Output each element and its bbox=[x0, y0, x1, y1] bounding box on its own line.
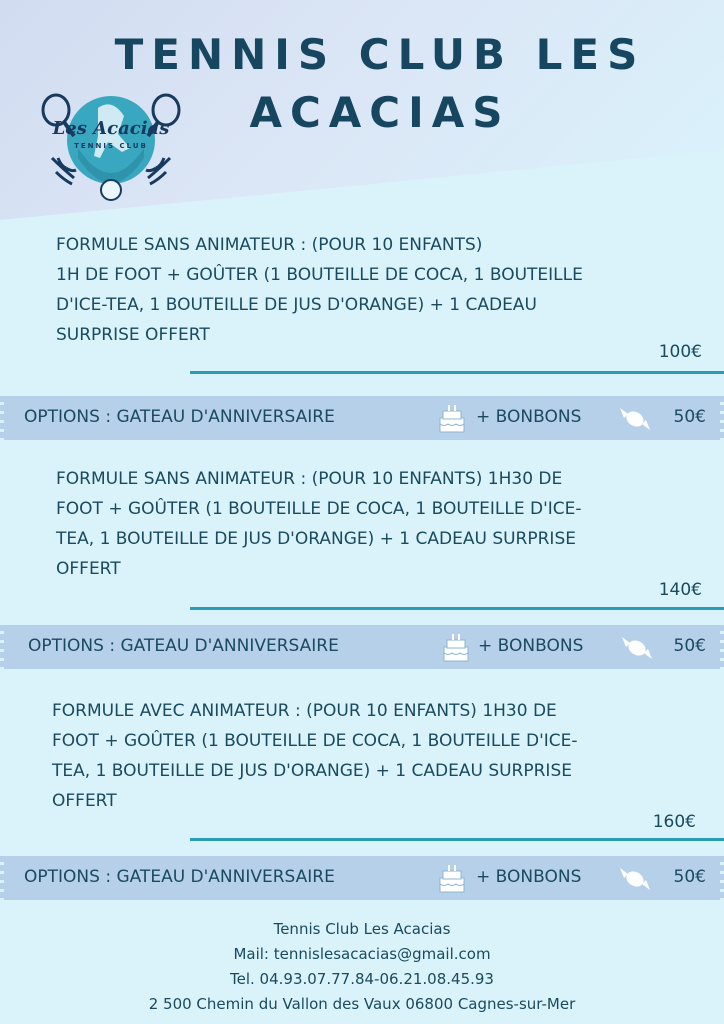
logo-text: Les Acacias bbox=[52, 118, 170, 139]
title-line-1: TENNIS CLUB LES bbox=[114, 30, 646, 79]
formula-line: FOOT + GOÛTER (1 BOUTEILLE DE COCA, 1 BOUTEILLE D'ICE- bbox=[52, 731, 578, 751]
divider-line bbox=[190, 607, 724, 610]
logo-subtext: TENNIS CLUB bbox=[74, 142, 148, 150]
formula-3-price: 160€ bbox=[652, 812, 696, 832]
formula-2-price: 140€ bbox=[658, 580, 702, 600]
formula-3-description bbox=[52, 696, 692, 816]
footer-mail[interactable]: Mail: tennislesacacias@gmail.com bbox=[233, 945, 491, 963]
cake-icon bbox=[434, 860, 470, 896]
options-band-3 bbox=[4, 856, 720, 900]
formula-line: TEA, 1 BOUTEILLE DE JUS D'ORANGE) + 1 CADEAU SURPRISE bbox=[52, 761, 572, 781]
footer-club-name: Tennis Club Les Acacias bbox=[273, 920, 451, 938]
formula-line: FORMULE AVEC ANIMATEUR : (POUR 10 ENFANTS) 1H30 DE bbox=[52, 701, 557, 721]
options-label: OPTIONS : GATEAU D'ANNIVERSAIRE bbox=[24, 867, 335, 887]
club-logo bbox=[38, 88, 184, 206]
footer-phone[interactable]: Tel. 04.93.07.77.84-06.21.08.45.93 bbox=[230, 970, 494, 988]
bonbons-label: + BONBONS bbox=[476, 407, 582, 427]
formula-line: SURPRISE OFFERT bbox=[56, 325, 210, 345]
formula-line: TEA, 1 BOUTEILLE DE JUS D'ORANGE) + 1 CADEAU SURPRISE bbox=[56, 529, 576, 549]
options-band-2 bbox=[4, 625, 720, 669]
cake-icon bbox=[434, 400, 470, 436]
formula-line: OFFERT bbox=[56, 559, 121, 579]
options-label: OPTIONS : GATEAU D'ANNIVERSAIRE bbox=[24, 407, 335, 427]
options-label: OPTIONS : GATEAU D'ANNIVERSAIRE bbox=[28, 636, 339, 656]
candy-icon bbox=[616, 404, 654, 434]
divider-line bbox=[190, 371, 724, 374]
candy-icon bbox=[618, 633, 656, 663]
options-band-1 bbox=[4, 396, 720, 440]
options-price: 50€ bbox=[673, 867, 706, 887]
formula-1-description bbox=[56, 230, 696, 350]
formula-line: FORMULE SANS ANIMATEUR : (POUR 10 ENFANTS) bbox=[56, 235, 483, 255]
footer-contact bbox=[0, 917, 724, 1017]
cake-icon bbox=[438, 629, 474, 665]
footer-address: 2 500 Chemin du Vallon des Vaux 06800 Cagnes-sur-Mer bbox=[148, 995, 576, 1013]
options-price: 50€ bbox=[673, 636, 706, 656]
bonbons-label: + BONBONS bbox=[478, 636, 584, 656]
candy-icon bbox=[616, 864, 654, 894]
formula-2-description bbox=[56, 464, 696, 584]
bonbons-label: + BONBONS bbox=[476, 867, 582, 887]
formula-line: FORMULE SANS ANIMATEUR : (POUR 10 ENFANTS) 1H30 DE bbox=[56, 469, 563, 489]
formula-line: FOOT + GOÛTER (1 BOUTEILLE DE COCA, 1 BOUTEILLE D'ICE- bbox=[56, 499, 582, 519]
formula-1-price: 100€ bbox=[658, 342, 702, 362]
title-line-2: ACACIAS bbox=[249, 88, 511, 137]
divider-line bbox=[190, 838, 724, 841]
formula-line: 1H DE FOOT + GOÛTER (1 BOUTEILLE DE COCA, 1 BOUTEILLE bbox=[56, 265, 583, 285]
formula-line: D'ICE-TEA, 1 BOUTEILLE DE JUS D'ORANGE) + 1 CADEAU bbox=[56, 295, 537, 315]
options-price: 50€ bbox=[673, 407, 706, 427]
formula-line: OFFERT bbox=[52, 791, 117, 811]
